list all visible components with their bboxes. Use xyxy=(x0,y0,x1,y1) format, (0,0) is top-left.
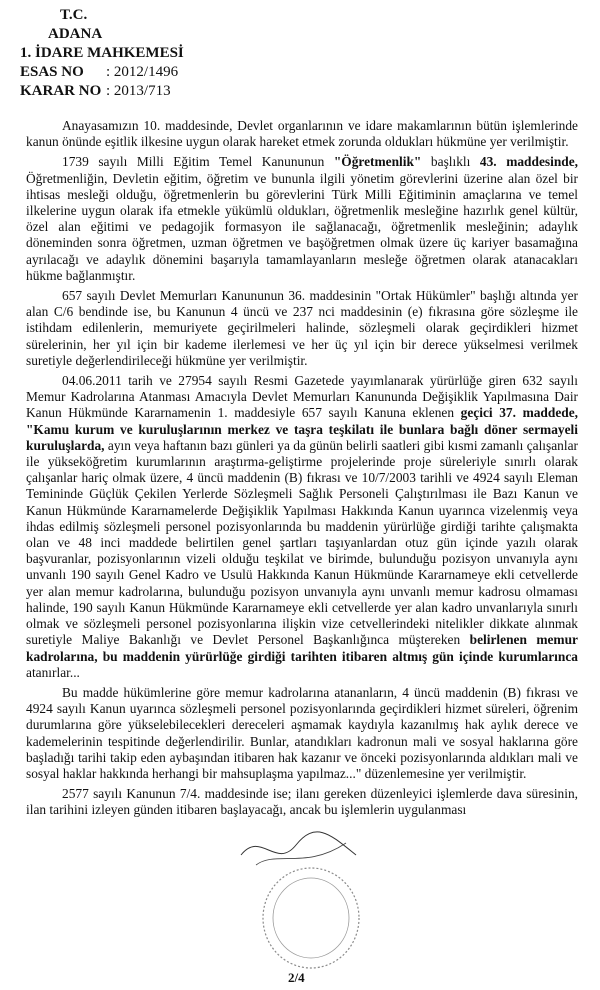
header-city: ADANA xyxy=(48,26,103,42)
karar-value: : 2013/713 xyxy=(106,83,171,99)
signature-scribble xyxy=(236,825,366,875)
karar-row xyxy=(20,82,184,101)
paragraph xyxy=(26,118,578,150)
bold-text-segment: belirlenen memur kadrolarına, bu maddenin yürürlüğe girdiği tarihten itibaren altmış gün içinde kurumlarınca xyxy=(26,632,578,664)
document-body xyxy=(26,118,578,823)
text-segment: 657 sayılı Devlet Memurları Kanununun 36. maddesinin "Ortak Hükümler" başlığı altında yer alan C/6 bendinde ise, bu Kanunun 4 üncü ve 237 nci maddesinin (e) fıkrasına göre sözleşme ile istihdam edilenlerin, memuriyete geçirilmeleri halinde, sözleşmeli olarak geçirdikleri hizmet sürelerinin, her yıl için bir kademe ilerlemesi ve her üç yıl için bir derece yükselmesi verilmek suretiyle değerlendirileceği hükmüne yer verilmiştir. xyxy=(26,288,578,368)
bold-text-segment: "Öğretmenlik" xyxy=(333,154,422,170)
text-segment: atanırlar... xyxy=(26,664,80,680)
esas-value: : 2012/1496 xyxy=(106,64,179,80)
page-number: 2/4 xyxy=(288,970,305,985)
text-segment: 04.06.2011 tarih ve 27954 sayılı Resmi Gazetede yayımlanarak yürürlüğe giren 632 sayılı Memur Kadrolarına Atanması Amacıyla Devlet Memurları Kanununda Değişiklik Yapılmasına Dair Kanun Hükmünde Kararnamenin 1. maddesiyle 657 sayılı Kanuna eklenen xyxy=(26,373,578,421)
text-segment: ayın veya haftanın bazı günleri ya da günün belirli saatleri gibi kısmi zamanlı çalışanlar ile yükseköğretim kurumlarının araştırma-geliştirme projelerinde proje süreleriyle sınırlı olarak çalışanlar hariç olmak üzere, 4 üncü maddenin (B) fıkrası ve 10/7/2003 tarihli ve 4924 sayılı Eleman Temininde Güçlük Çekilen Yerlerde Sözleşmeli Sağlık Personeli Çalıştırılması ile Bazı Kanun ve Kanun Hükmünde Kararnamelerde Değişiklik Yapılması Hakkında Kanun uyarınca vizelenmiş veya ihdas edilmiş sözleşmeli personel pozisyonlarında bu maddenin yürürlüğe girdiği tarihte çalışmakta olan ve 48 inci maddede belirtilen genel şartları taşıyanlardan otuz gün içinde yazılı olarak başvuranlar, pozisyonlarının vizeli olduğu teşkilat ve birimde, bulunduğu pozisyon unvanıyla aynı unvanlı 190 sayılı Genel Kadro ve Usulü Hakkında Kanun Hükmünde Kararnameye ekli cetvellerde yer alan memur kadrolarına, bulunduğu pozisyon unvanıyla aynı unvanlı memur kadrosu olmaması halinde, 190 sayılı Kanun Hükmünde Kararnameye ekli cetvellerde yer alan kadro unvanlarıyla sınırlı olmak ve sözleşmeli personel pozisyonlarına ilişkin vize cetvellerindeki nitelikler dikkate alınmak suretiyle Maliye Bakanlığı ve Devlet Personel Başkanlığınca müştereken xyxy=(26,437,578,648)
bold-text-segment: geçici 37. maddede, "Kamu kurum ve kuruluşlarının merkez ve taşra teşkilatı ile bunlara bağlı döner sermayeli kuruluşlarda, xyxy=(26,405,578,453)
text-segment: 1739 sayılı Milli Eğitim Temel Kanununun xyxy=(62,154,334,170)
document-header xyxy=(20,6,184,101)
esas-row xyxy=(20,63,184,82)
bold-text-segment: 43. maddesinde, xyxy=(479,154,578,170)
paragraph xyxy=(26,288,578,369)
court-name: 1. İDARE MAHKEMESİ xyxy=(20,45,184,61)
paragraph xyxy=(26,685,578,782)
text-segment: Bu madde hükümlerine göre memur kadrolarına atananların, 4 üncü maddenin (B) fıkrası ve 4924 sayılı Kanun uyarınca sözleşmeli personel pozisyonlarında geçirdikleri hizmet süreleri, öğrenim durumlarına göre yükselebilecekleri dereceleri aşmamak kaydıyla kazanılmış hak aylık derece ve kademelerinin tespitinde değerlendirilir. Bunlar, atandıkları kadronun mali ve sosyal haklarına göre başladığı tarihi takip eden aybaşından itibaren hak kazanır ve önceki pozisyonlarında aldıkları mali ve sosyal haklar hakkında herhangi bir mahsuplaşma yapılmaz..." düzenlemesine yer verilmiştir. xyxy=(26,684,578,781)
karar-label: KARAR NO xyxy=(20,83,102,99)
text-segment: Öğretmenliğin, Devletin eğitim, öğretim ve bununla ilgili yönetim görevlerini üzerine alan özel bir ihtisas mesleği olduğu, öğretmenlerin bu görevlerini Türk Milli Eğitiminin amaçlarına ve temel ilkelerine uygun olarak ifa etmekle yükümlü oldukları, öğretmenlik mesleğine hazırlık genel kültür, özel alan eğitimi ve pedagojik formasyon ile sağlanacağı, öğretmenlik mesleğinin; adaylık döneminden sonra öğretmen, uzman öğretmen ve başöğretmen olmak üzere üç kariyer basamağına ayrılacağı ve adaylık dönemini başarıyla tamamlayanların mesleğe öğretmen olarak atanacakları hükme bağlanmıştır. xyxy=(26,170,578,283)
paragraph xyxy=(26,373,578,681)
text-segment: 2577 sayılı Kanunun 7/4. maddesinde ise; ilanı gereken düzenleyici işlemlerde dava süresinin, ilan tarihini izleyen günden itibaren başlayacağı, ancak bu işlemlerin uygulanması xyxy=(26,786,578,818)
header-tc: T.C. xyxy=(60,7,88,23)
text-segment: Anayasamızın 10. maddesinde, Devlet organlarının ve idare makamlarının bütün işlemlerinde kanun önünde eşitlik ilkesine uygun olarak hareket etmek zorunda oldukları hükmüne yer verilmiştir. xyxy=(26,118,578,150)
text-segment: başlıklı xyxy=(421,154,480,170)
paragraph xyxy=(26,154,578,284)
esas-label: ESAS NO xyxy=(20,64,84,80)
